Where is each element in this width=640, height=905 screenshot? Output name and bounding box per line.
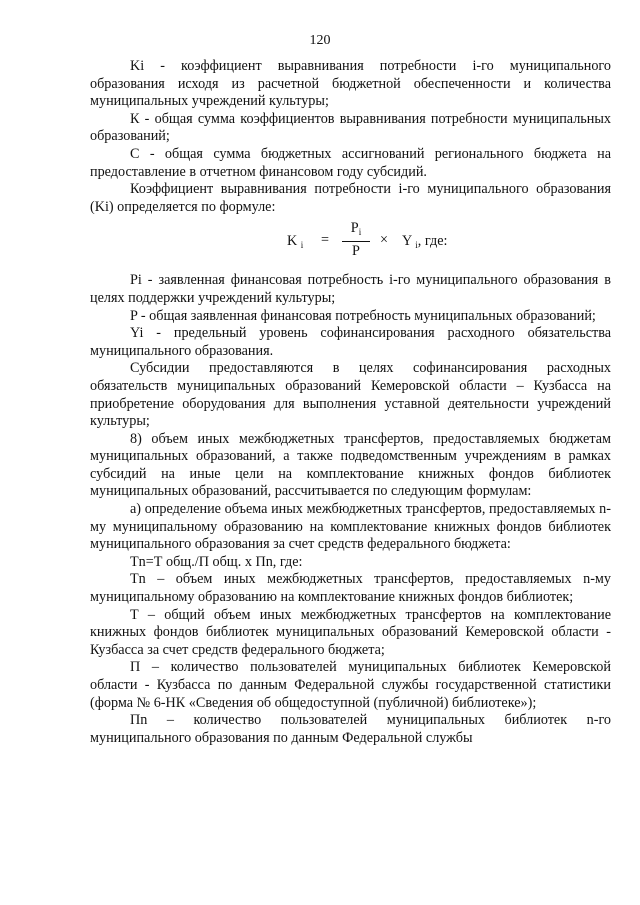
formula-denominator: P xyxy=(352,243,360,260)
document-body xyxy=(90,58,611,747)
paragraph-yi-definition: Yi - предельный уровень софинансирования расходного обязательства муниципального образования. xyxy=(90,325,611,359)
page-number: 120 xyxy=(309,33,331,48)
paragraph-p-definition: P - общая заявленная финансовая потребность муниципальных образований; xyxy=(130,307,596,324)
paragraph-pn-definition: Пn – количество пользователей муниципальных библиотек n-го муниципального образования по данным Федеральной службы xyxy=(90,712,611,746)
formula-equals: = xyxy=(321,232,330,249)
paragraph-ki-formula-intro: Коэффициент выравнивания потребности i-го муниципального образования (Ki) определяется по формуле: xyxy=(90,181,611,215)
paragraph-item-8: 8) объем иных межбюджетных трансфертов, предоставляемых бюджетам муниципальных образований, а также подведомственным учреждениям в рамках субсидий на иные цели на комплектование книжных фондов библиотек муниципальных образований, рассчитывается по следующим формулам: xyxy=(90,430,611,500)
paragraph-tn-definition: Тn – объем иных межбюджетных трансфертов, предоставляемых n-му муниципальному образованию на комплектование книжных фондов библиотек; xyxy=(90,571,611,606)
tn-formula: Тn=Т общ./П общ. х Пn, где: xyxy=(130,553,303,570)
paragraph-item-a: а) определение объема иных межбюджетных трансфертов, предоставляемых n-му муниципальному образованию на комплектование книжных фондов библиотек муниципального образования за счет средств федерального бюджета: xyxy=(90,501,611,553)
paragraph-c-definition: С - общая сумма бюджетных ассигнований регионального бюджета на предоставление в отчетном финансовом году субсидий. xyxy=(90,145,611,180)
formula-y-term: Y $_i$, где: xyxy=(402,233,448,251)
formula-lhs: K $_i$ xyxy=(287,233,304,251)
formula-numerator: $P_i$ xyxy=(342,220,370,242)
formula-times: × xyxy=(380,232,389,249)
paragraph-subsidies-purpose: Субсидии предоставляются в целях софинансирования расходных обязательств муниципальных образований Кемеровской области – Кузбасса на приобретение оборудования для выполнения уставной деятельности учреждений культуры; xyxy=(90,360,611,430)
paragraph-ki-definition: Ki - коэффициент выравнивания потребности i-го муниципального образования исходя из расчетной бюджетной обеспеченности и количества муниципальных учреждений культуры; xyxy=(90,58,611,110)
paragraph-pi-definition: Pi - заявленная финансовая потребность i-го муниципального образования в целях поддержки учреждений культуры; xyxy=(90,272,611,306)
paragraph-k-definition: К - общая сумма коэффициентов выравнивания потребности муниципальных образований; xyxy=(90,110,611,145)
paragraph-t-definition: Т – общий объем иных межбюджетных трансфертов на комплектование книжных фондов библиотек муниципальных образований Кемеровской области - Кузбасса за счет средств федерального бюджета; xyxy=(90,606,611,658)
paragraph-p-users-definition: П – количество пользователей муниципальных библиотек Кемеровской области - Кузбасса по данным Федеральной службы государственной статистики (форма № 6-НК «Сведения об общедоступной (публичной) библиотеке»); xyxy=(90,659,611,711)
ki-formula xyxy=(90,220,611,264)
formula-fraction xyxy=(342,220,370,260)
